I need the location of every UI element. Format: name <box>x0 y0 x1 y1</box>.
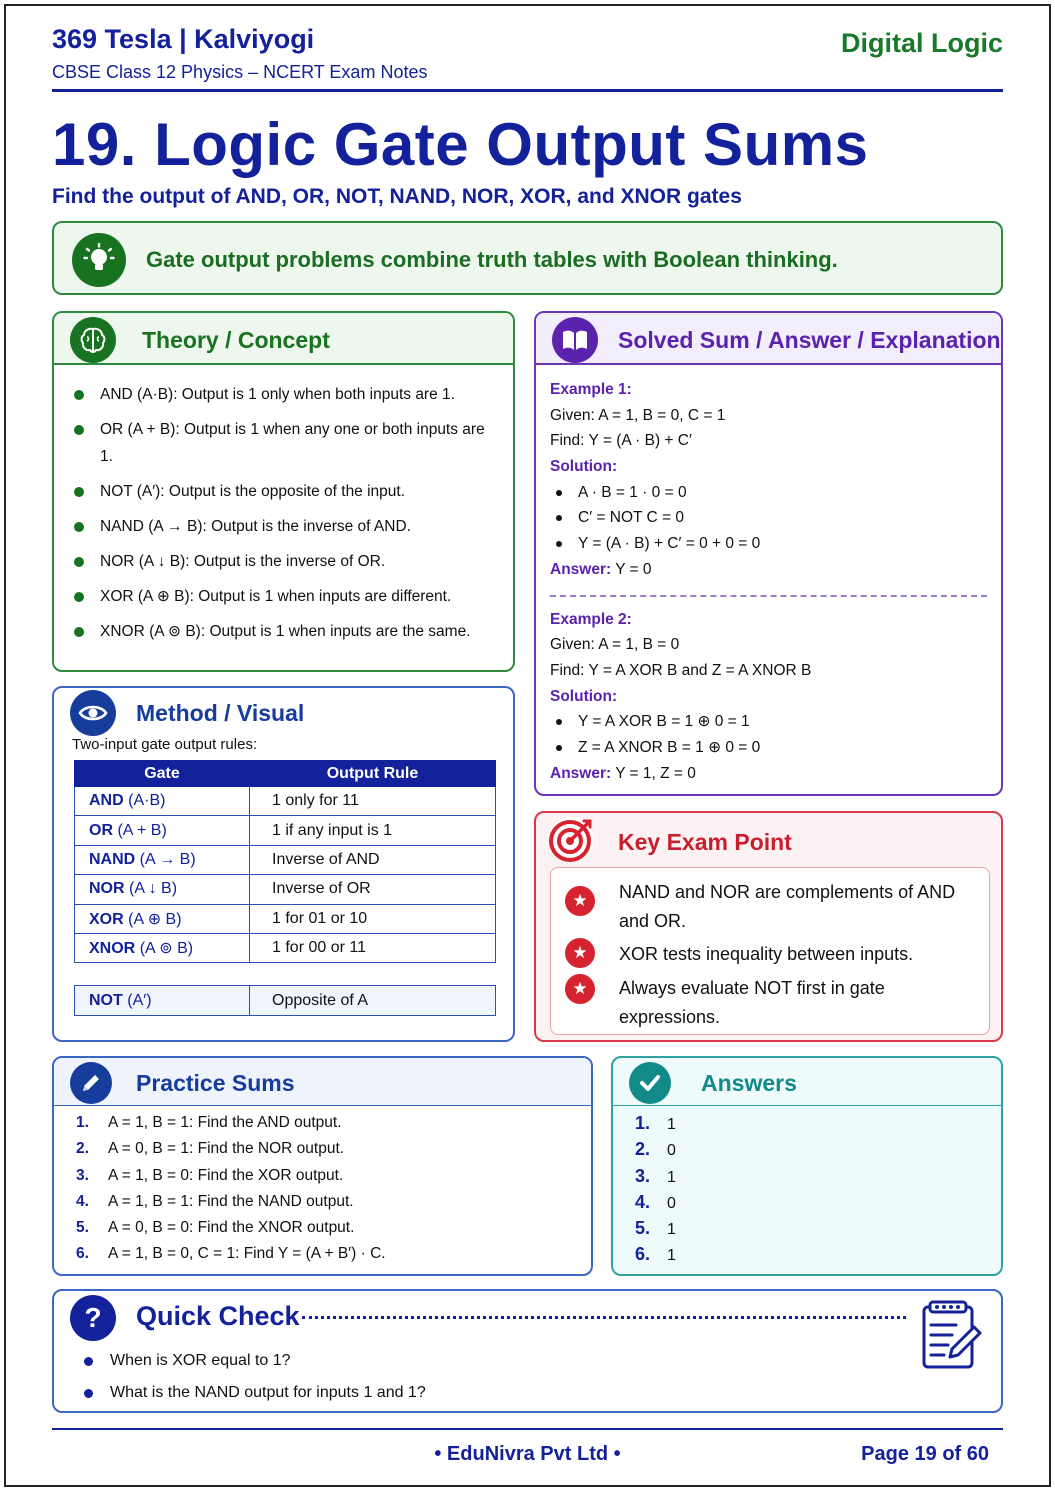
quick-check-title: Quick Check <box>136 1301 300 1331</box>
gate-cell: XOR (A ⊕ B) <box>75 904 250 933</box>
table-row <box>75 986 496 1016</box>
page-number: Page 19 of 60 <box>861 1443 989 1465</box>
solved-card <box>534 311 1003 796</box>
example-1-label: Example 1: <box>550 381 632 398</box>
tip-banner <box>52 221 1003 295</box>
list-item: 6. A = 1, B = 0, C = 1: Find Y = (A + B′) · C. <box>76 1245 386 1263</box>
example-1-step: Y = (A · B) + C′ = 0 + 0 = 0 <box>550 531 987 557</box>
table-row <box>75 845 496 874</box>
practice-title: Practice Sums <box>136 1070 295 1096</box>
method-intro: Two-input gate output rules: <box>72 736 258 753</box>
key-exam-points <box>550 867 990 1035</box>
star-icon: ★ <box>565 938 595 968</box>
rule-cell: 1 if any input is 1 <box>250 816 496 845</box>
list-item: 3. A = 1, B = 0: Find the XOR output. <box>76 1166 344 1184</box>
tip-text: Gate output problems combine truth tables with Boolean thinking. <box>146 247 838 272</box>
table-row <box>75 904 496 933</box>
star-icon: ★ <box>565 974 595 1004</box>
answers-card <box>611 1056 1003 1276</box>
footer-divider <box>52 1428 1003 1430</box>
brand-subtitle: CBSE Class 12 Physics – NCERT Exam Notes <box>52 62 428 82</box>
gate-cell: XNOR (A ⊚ B) <box>75 933 250 962</box>
header-divider <box>52 89 1003 92</box>
example-1-solution-label: Solution: <box>550 458 618 476</box>
practice-header <box>54 1058 591 1106</box>
list-item: 2. 0 <box>635 1139 676 1160</box>
rule-column-header: Output Rule <box>250 761 496 787</box>
list-item: 2. A = 0, B = 1: Find the NOR output. <box>76 1140 345 1158</box>
example-2-step: Y = A XOR B = 1 ⊕ 0 = 1 <box>550 709 987 735</box>
topic-label: Digital Logic <box>841 28 1003 58</box>
example-divider <box>550 595 987 597</box>
example-1-answer: Answer: Y = 0 <box>550 560 652 578</box>
gate-cell: NAND (A → B) <box>75 845 250 874</box>
key-point: Always evaluate NOT first in gate expressions. <box>619 978 885 1027</box>
eye-icon <box>70 690 116 736</box>
example-1-given: Given: A = 1, B = 0, C = 1 <box>550 406 726 424</box>
example-2-label: Example 2: <box>550 610 632 628</box>
practice-list <box>76 1110 386 1268</box>
list-item: What is the NAND output for inputs 1 and 1? <box>82 1377 426 1409</box>
list-item: 5. A = 0, B = 0: Find the XNOR output. <box>76 1219 355 1237</box>
example-1-step: C′ = NOT C = 0 <box>550 505 987 531</box>
list-item: 4. 0 <box>635 1191 676 1212</box>
page-title: 19. Logic Gate Output Sums <box>52 111 869 178</box>
question-icon: ? <box>70 1295 116 1341</box>
lightbulb-icon <box>72 233 126 287</box>
list-item: 4. A = 1, B = 1: Find the NAND output. <box>76 1192 354 1210</box>
gate-column-header: Gate <box>75 761 250 787</box>
gate-rules-table <box>74 760 496 963</box>
list-item: 1. 1 <box>635 1113 676 1133</box>
theory-card <box>52 311 515 672</box>
answers-header <box>613 1058 1001 1106</box>
solved-body <box>550 377 987 786</box>
key-point: XOR tests inequality between inputs. <box>619 944 914 964</box>
solved-title: Solved Sum / Answer / Explanation <box>618 327 1001 353</box>
list-item: 5. 1 <box>635 1218 676 1239</box>
theory-item-nand: NAND (A → B): Output is the inverse of AND. <box>72 513 501 540</box>
answers-list <box>635 1110 676 1268</box>
gate-cell: NOT (A′) <box>75 986 250 1016</box>
rule-cell: Opposite of A <box>250 986 496 1016</box>
book-icon <box>552 317 598 363</box>
theory-item-xnor: XNOR (A ⊚ B): Output is 1 when inputs are the same. <box>72 618 501 645</box>
theory-item-not: NOT (A′): Output is the opposite of the input. <box>72 478 501 505</box>
example-2-solution-label: Solution: <box>550 687 618 705</box>
method-card <box>52 686 515 1042</box>
method-title: Method / Visual <box>136 700 305 726</box>
table-row <box>75 816 496 845</box>
quick-check-card <box>52 1289 1003 1413</box>
list-item: 1. A = 1, B = 1: Find the AND output. <box>76 1114 342 1131</box>
list-item: 6. 1 <box>635 1244 676 1265</box>
practice-card <box>52 1056 593 1276</box>
rule-cell: 1 for 01 or 10 <box>250 904 496 933</box>
table-row <box>75 875 496 904</box>
theory-item-nor: NOR (A ↓ B): Output is the inverse of OR. <box>72 548 501 575</box>
brain-icon <box>70 317 116 363</box>
rule-cell: 1 only for 11 <box>250 787 496 816</box>
theory-title: Theory / Concept <box>142 327 330 353</box>
rule-cell: Inverse of AND <box>250 845 496 874</box>
example-2-given: Given: A = 1, B = 0 <box>550 636 680 654</box>
key-exam-header <box>536 813 1001 865</box>
gate-cell: NOR (A ↓ B) <box>75 875 250 904</box>
target-icon <box>548 817 594 863</box>
key-exam-card <box>534 811 1003 1042</box>
example-2-answer: Answer: Y = 1, Z = 0 <box>550 764 696 782</box>
answers-title: Answers <box>701 1070 797 1096</box>
theory-header <box>54 313 513 365</box>
rule-cell: Inverse of OR <box>250 875 496 904</box>
theory-list <box>72 381 501 653</box>
pencil-icon <box>70 1062 112 1104</box>
not-gate-table <box>74 985 496 1016</box>
theory-item-and: AND (A·B): Output is 1 only when both inputs are 1. <box>72 381 501 408</box>
key-point: NAND and NOR are complements of AND and OR. <box>619 882 956 931</box>
theory-item-xor: XOR (A ⊕ B): Output is 1 when inputs are different. <box>72 583 501 610</box>
example-2-find: Find: Y = A XOR B and Z = A XNOR B <box>550 661 812 679</box>
example-1-step: A · B = 1 · 0 = 0 <box>550 480 987 506</box>
dotted-leader <box>302 1316 906 1319</box>
brand-title: 369 Tesla | Kalviyogi <box>52 24 315 54</box>
table-row <box>75 787 496 816</box>
footer-company: • EduNivra Pvt Ltd • <box>434 1443 621 1465</box>
example-2-step: Z = A XNOR B = 1 ⊕ 0 = 0 <box>550 735 987 761</box>
list-item: When is XOR equal to 1? <box>82 1345 426 1377</box>
theory-item-or: OR (A + B): Output is 1 when any one or both inputs are 1. <box>72 416 501 470</box>
star-icon: ★ <box>565 886 595 916</box>
gate-cell: AND (A·B) <box>75 787 250 816</box>
check-icon <box>629 1062 671 1104</box>
quick-check-list <box>82 1345 426 1409</box>
list-item: 3. 1 <box>635 1165 676 1186</box>
rule-cell: 1 for 00 or 11 <box>250 933 496 962</box>
clipboard-icon <box>920 1299 984 1371</box>
method-header <box>54 688 513 740</box>
solved-header <box>536 313 1001 365</box>
page-subtitle: Find the output of AND, OR, NOT, NAND, NOR, XOR, and XNOR gates <box>52 185 742 208</box>
example-1-find: Find: Y = (A · B) + C′ <box>550 432 692 450</box>
gate-cell: OR (A + B) <box>75 816 250 845</box>
table-row <box>75 933 496 962</box>
key-exam-title: Key Exam Point <box>618 829 792 855</box>
